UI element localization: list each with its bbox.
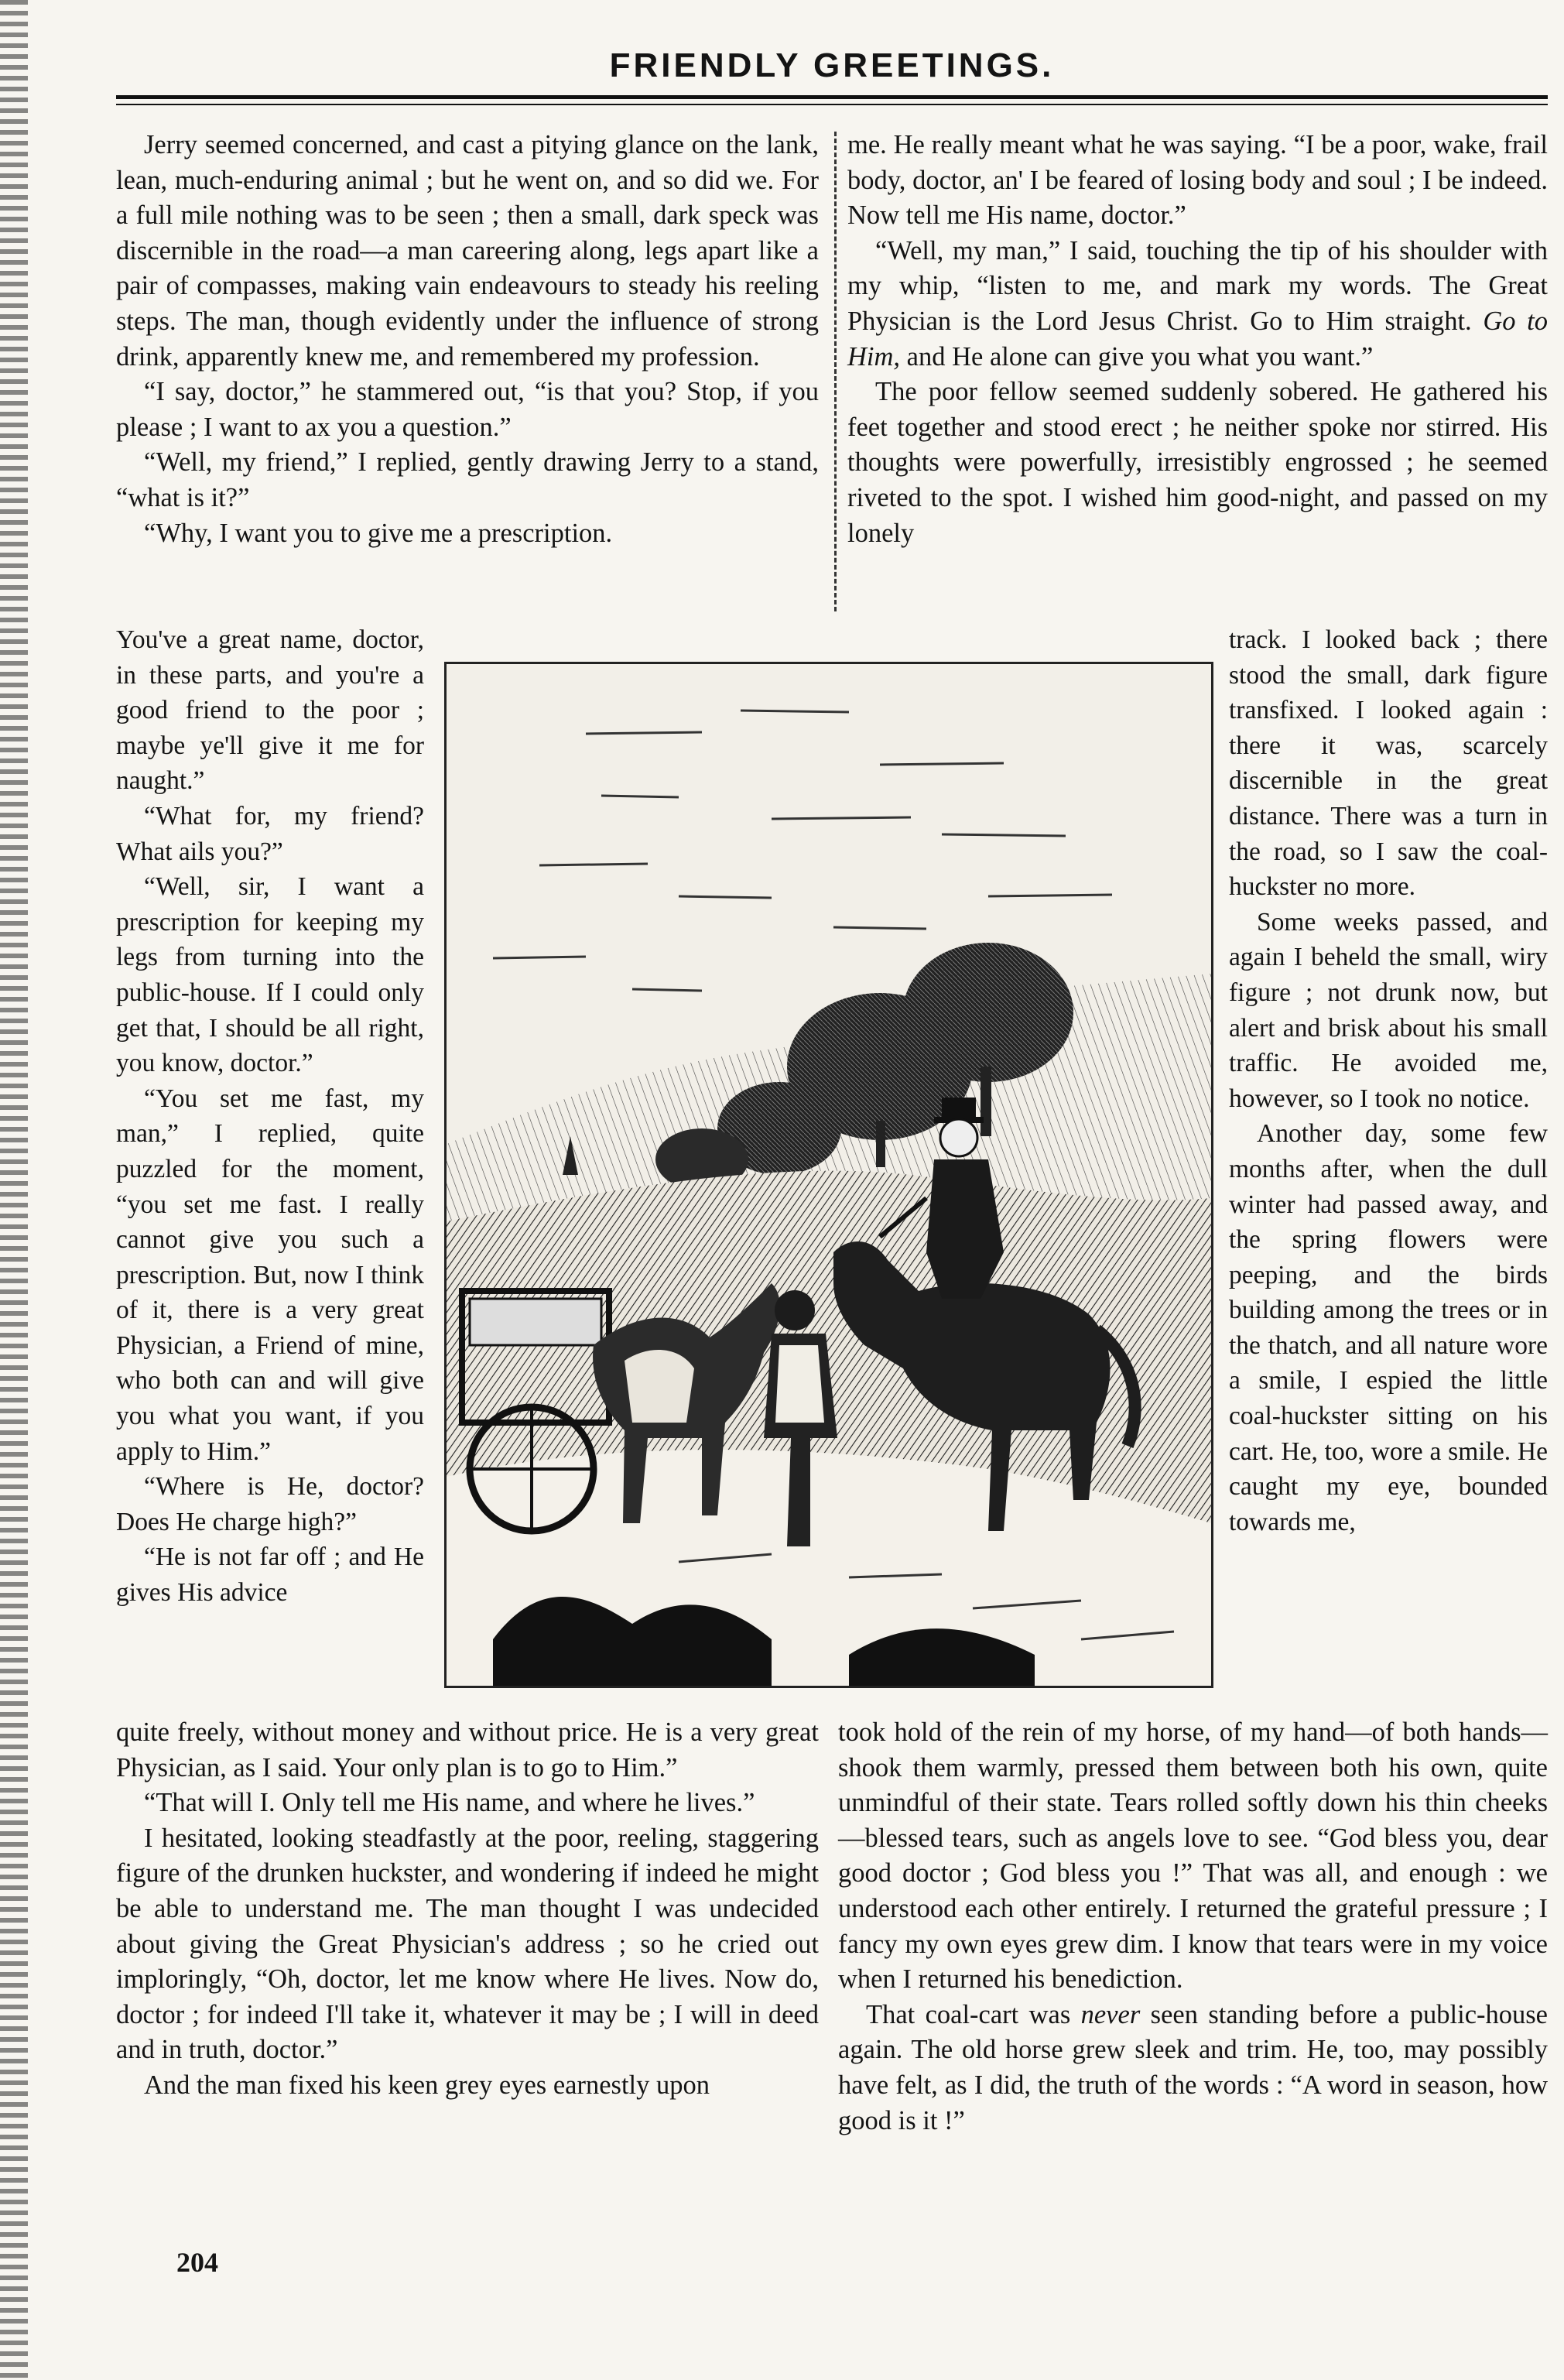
text-run: “Well, my man,” I said, touching the tip of his shoulder with my whip, “listen to me, and mark my words. The Great Physician is the Lord Jesus Christ. Go to Him straight. xyxy=(847,235,1548,336)
emphasis-text: Go to Him, xyxy=(847,306,1549,372)
paragraph: “Well, my friend,” I replied, gently drawing Jerry to a stand, “what is it?” xyxy=(116,447,819,512)
paragraph: “I say, doctor,” he stammered out, “is that you? Stop, if you please ; I want to ax you a question.” xyxy=(116,377,819,442)
paragraph: “You set me fast, my man,” I replied, quite puzzled for the moment, “you set me fast. I really cannot give you such a prescription. But, now I think of it, there is a very great Physician, a Friend of mine, who both can and will give you what you want, if you apply to Him.” xyxy=(116,1084,424,1466)
paragraph: track. I looked back ; there stood the small, dark figure transfixed. I looked again : there it was, scarcely discernible in the great distance. There was a turn in the road, so I saw the coal-huckster no more. xyxy=(1229,625,1548,902)
paragraph: “That will I. Only tell me His name, and where he lives.” xyxy=(144,1788,755,1818)
header-rule-thick xyxy=(116,95,1548,99)
paragraph: took hold of the rein of my horse, of my hand—of both hands—shook them warmly, pressed them between both his own, quite unmindful of their state. Tears rolled softly down his thin cheeks—blessed tears, such as angels love to see. “God bless you, dear good doctor ; God bless you !” That was all, and enough : we understood each other entirely. I returned the grateful pressure ; I fancy my own eyes grew dim. I know that tears were in my voice when I returned his benediction. xyxy=(838,1717,1548,1995)
paragraph: me. He really meant what he was saying. “I be a poor, wake, frail body, doctor, an' I be feared of losing body and soul ; I be indeed. Now tell me His name, doctor.” xyxy=(847,130,1548,231)
paragraph: I hesitated, looking steadfastly at the poor, reeling, staggering figure of the drunken huckster, and wondering if indeed he might be able to understand me. The man thought I was undecided about giving the Great Physician's address ; so he cried out imploringly, “Oh, doctor, let me know where He lives. Now do, doctor ; for indeed I'll take it, whatever it may be ; I will in deed and in truth, doctor.” xyxy=(116,1823,819,2065)
paragraph: “Where is He, doctor? Does He charge high?” xyxy=(116,1472,424,1536)
paragraph: Some weeks passed, and again I beheld the small, wiry figure ; not drunk now, but alert and brisk about his small traffic. He avoided me, however, so I took no notice. xyxy=(1229,907,1548,1113)
paragraph xyxy=(847,234,1548,375)
text-run: That coal-cart was xyxy=(866,1999,1071,2029)
left-column-narrow xyxy=(116,622,424,1611)
left-column-bottom xyxy=(116,1715,819,2104)
emphasis-text: never xyxy=(1080,1999,1141,2029)
illustration xyxy=(444,662,1213,1688)
left-column-top xyxy=(116,128,819,551)
paragraph: quite freely, without money and without price. He is a very great Physician, as I said. Your only plan is to go to Him.” xyxy=(116,1717,819,1782)
paragraph: You've a great name, doctor, in these parts, and you're a good friend to the poor ; maybe ye'll give it me for naught.” xyxy=(116,625,424,796)
page-number: 204 xyxy=(176,2247,218,2278)
engraving-illustration xyxy=(447,664,1211,1686)
right-column-bottom xyxy=(838,1715,1548,2139)
text-run: and He alone can give you what you want.” xyxy=(906,341,1374,372)
paragraph: And the man fixed his keen grey eyes earnestly upon xyxy=(144,2070,710,2100)
paragraph: Jerry seemed concerned, and cast a pitying glance on the lank, lean, much-enduring animal ; but he went on, and so did we. For a full mile nothing was to be seen ; then a small, dark speck was discernible in the road—a man careering along, legs apart like a pair of compasses, making vain endeavours to steady his reeling steps. The man, though evidently under the influence of strong drink, apparently knew me, and remembered my profession. xyxy=(116,130,819,372)
paragraph: “He is not far off ; and He gives His advice xyxy=(116,1543,424,1608)
paragraph: “What for, my friend? What ails you?” xyxy=(116,801,424,866)
paragraph xyxy=(838,1998,1548,2139)
paragraph: “Why, I want you to give me a prescription. xyxy=(144,518,613,548)
text-run: seen standing before a public-house again. The old horse grew sleek and trim. He, too, may possibly have felt, as I did, the truth of the words : “A word in season, how good is it !” xyxy=(838,1999,1548,2135)
header-rule-thin xyxy=(116,104,1548,105)
column-separator xyxy=(834,132,838,611)
right-column-top xyxy=(847,128,1548,551)
paragraph: Another day, some few months after, when the dull winter had passed away, and the spring flowers were peeping, and the birds building among the trees or in the thatch, and all nature wore a smile, I espied the little coal-huckster sitting on his cart. He, too, wore a smile. He caught my eye, bounded towards me, xyxy=(1229,1119,1548,1536)
paragraph: “Well, sir, I want a prescription for keeping my legs from turning into the public-house. If I could only get that, I should be all right, you know, doctor.” xyxy=(116,872,424,1078)
paragraph: The poor fellow seemed suddenly sobered. He gathered his feet together and stood erect ; he neither spoke nor stirred. His thoughts were powerfully, irresistibly engrossed ; he seemed riveted to the spot. I wished him good-night, and passed on my lonely xyxy=(847,377,1548,548)
right-column-narrow xyxy=(1229,622,1548,1539)
page-binding-edge xyxy=(0,0,28,2380)
running-header: FRIENDLY GREETINGS. xyxy=(609,46,1055,84)
